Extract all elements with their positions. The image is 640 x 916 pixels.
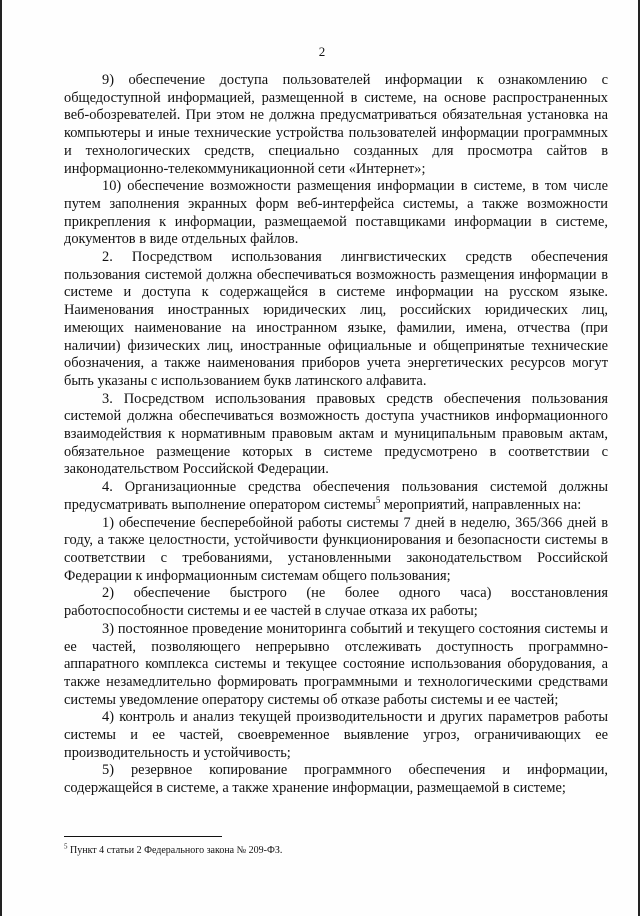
paragraph-item-10: 10) обеспечение возможности размещения информации в системе, в том числе путем заполнения экранных форм веб-интерфейса системы, а также возможности прикрепления к информации, размещаемой поставщиками информации в системе, документов в виде отдельных файлов. (64, 178, 608, 248)
list-item-3: 3) постоянное проведение мониторинга событий и текущего состояния системы и ее частей, позволяющего непрерывно отслеживать доступность программно-аппаратного комплекса системы и текущее состояние использования оборудования, а также незамедлительно формировать программными и технологическими средствами системы уведомление оператору системы об отказе работы системы и ее частей; (64, 620, 608, 708)
paragraph-linguistic-means: 2. Посредством использования лингвистических средств обеспечения пользования системой должна обеспечиваться возможность размещения информации в системе и доступа к содержащейся в системе информации на русском языке. Наименования иностранных юридических лиц, российских юридических лиц, имеющих наименование на иностранном языке, фамилии, имена, отчества (при наличии) физических лиц, иностранные официальные и общепринятые технические обозначения, а также наименования приборов учета энергетических ресурсов могут быть указаны с использованием букв латинского алфавита. (64, 249, 608, 389)
list-item-2: 2) обеспечение быстрого (не более одного часа) восстановления работоспособности системы и ее частей в случае отказа их работы; (64, 585, 608, 620)
paragraph-organizational-text: 4. Организационные средства обеспечения пользования системой должны предусматривать выполнение оператором системы (64, 479, 608, 513)
footnote-reference: 5 (375, 495, 381, 506)
paragraph-legal-means: 3. Посредством использования правовых средств обеспечения пользования системой должна обеспечиваться возможность доступа участников информационного взаимодействия к нормативным правовым актам и муниципальным правовым актам, обязательное размещение которых в системе предусмотрено в соответствии с законодательством Российской Федерации. (64, 390, 608, 478)
document-body (64, 72, 608, 798)
list-item-1: 1) обеспечение бесперебойной работы системы 7 дней в неделю, 365/366 дней в году, а также целостности, устойчивости функционирования и безопасности системы в соответствии с требованиями, установленными законодательством Российской Федерации к информационным системам общего пользования; (64, 514, 608, 584)
list-item-5: 5) резервное копирование программного обеспечения и информации, содержащейся в системе, а также хранение информации, размещаемой в системе; (64, 762, 608, 797)
footnote-text: Пункт 4 статьи 2 Федерального закона № 209-ФЗ. (67, 845, 283, 856)
list-item-4: 4) контроль и анализ текущей производительности и других параметров работы системы и ее частей, своевременное выявление угроз, ограничивающих ее производительность и устойчивость; (64, 709, 608, 761)
paragraph-organizational-text-end: мероприятий, направленных на: (380, 496, 582, 513)
paragraph-item-9: 9) обеспечение доступа пользователей информации к ознакомлению с общедоступной информацией, размещенной в системе, на основе распространенных веб-обозревателей. При этом не должна предусматриваться обязательная установка на компьютеры и иные технические устройства пользователей информации программных и технологических средств, специально созданных для просмотра сайтов в информационно-телекоммуникационной сети «Интернет»; (64, 72, 608, 177)
page-number: 2 (318, 44, 326, 59)
footnote-marker: 5 (64, 842, 68, 851)
footnote (64, 842, 608, 856)
paragraph-organizational-means (64, 479, 608, 514)
footnote-divider (64, 836, 222, 837)
